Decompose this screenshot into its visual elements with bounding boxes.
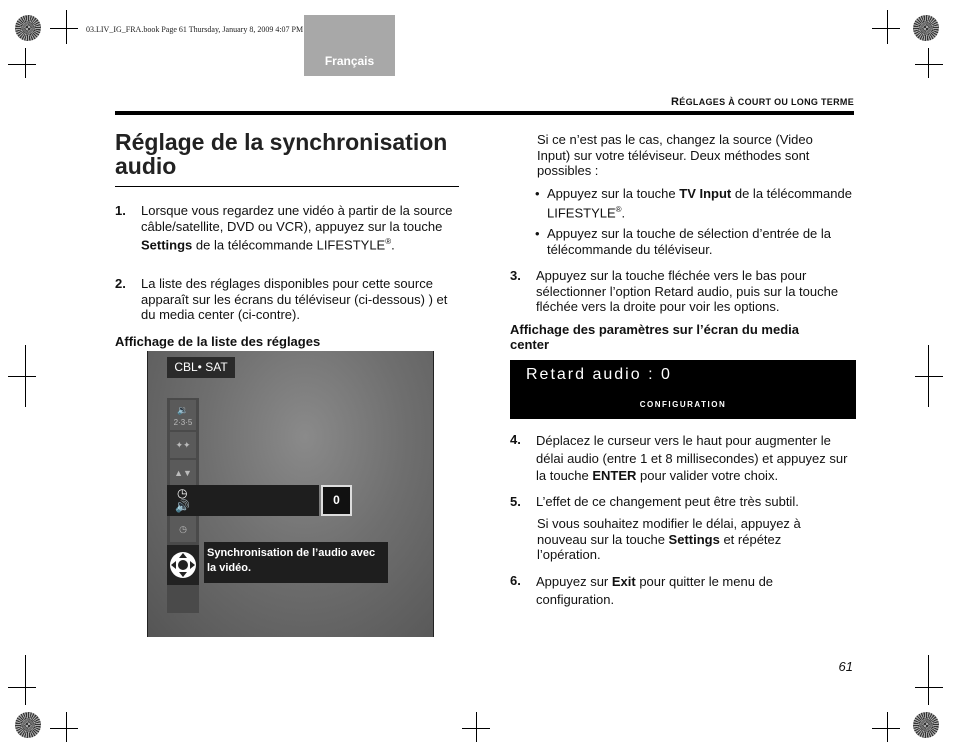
- crop-mark: [8, 687, 36, 688]
- crop-mark: [476, 712, 477, 742]
- crop-mark: [25, 345, 26, 407]
- crop-mark: [887, 10, 888, 44]
- speaker-channels-icon: 🔉 2·3·5: [170, 400, 196, 430]
- speaker-icon: 🔊: [175, 499, 190, 513]
- file-info-line: 03.LIV_IG_FRA.book Page 61 Thursday, January 8, 2009 4:07 PM: [86, 25, 304, 34]
- registration-disc-top-left: [15, 15, 41, 41]
- media-center-line-2: CONFIGURATION: [639, 400, 727, 409]
- audio-delay-value: 0: [321, 485, 352, 516]
- page-title: Réglage de la synchronisation audio: [115, 129, 448, 179]
- source-label: CBL• SAT: [167, 357, 235, 378]
- crop-mark: [928, 345, 929, 407]
- crop-mark: [872, 728, 900, 729]
- bullet-marker: •: [535, 226, 540, 241]
- crop-mark: [50, 28, 78, 29]
- step-number: 5.: [510, 494, 521, 509]
- intro-text: Si ce n’est pas le cas, changez la source (Video Input) sur votre téléviseur. Deux méthodes sont possibles :: [537, 132, 813, 178]
- step-number: 1.: [115, 203, 126, 218]
- bullet-marker: •: [535, 186, 540, 201]
- crop-mark: [887, 712, 888, 742]
- step-number: 4.: [510, 432, 521, 447]
- media-center-subheading: Affichage des paramètres sur l’écran du media center: [510, 322, 799, 352]
- bullet-1-text: Appuyez sur la touche TV Input de la télécommande LIFESTYLE®.: [547, 186, 852, 220]
- language-tab: [304, 15, 395, 76]
- registration-disc-top-right: [913, 15, 939, 41]
- timer-icon: ◷: [170, 516, 196, 542]
- section-title: RÉGLAGES À COURT OU LONG TERME: [671, 96, 854, 108]
- step-5-continued: Si vous souhaitez modifier le délai, appuyez à nouveau sur la touche Settings et répétez l’opération.: [537, 516, 801, 562]
- media-center-line-1: Retard audio : 0: [526, 366, 672, 383]
- step-3-text: Appuyez sur la touche fléchée vers le bas pour sélectionner l’option Retard audio, puis sur la touche fléchée vers la droite pour voir les options.: [536, 268, 839, 314]
- registration-disc-bottom-right: [913, 712, 939, 738]
- step-2-text: La liste des réglages disponibles pour cette source apparaît sur les écrans du téléviseur (ci-dessous) ) et du media center (ci-contre).: [141, 276, 448, 322]
- audio-delay-row: [167, 485, 319, 516]
- page-number: 61: [838, 659, 853, 674]
- sync-caption: Synchronisation de l’audio avec la vidéo.: [204, 542, 388, 583]
- step-6-text: Appuyez sur Exit pour quitter le menu de configuration.: [536, 574, 774, 607]
- step-4-text: Déplacez le curseur vers le haut pour augmenter le délai audio (entre 1 et 8 millisecondes) et appuyez sur la touche ENTER pour valider votre choix.: [536, 433, 848, 483]
- header-rule: [115, 111, 854, 115]
- step-number: 3.: [510, 268, 521, 283]
- crop-mark: [8, 64, 36, 65]
- crop-mark: [25, 48, 26, 78]
- step-number: 2.: [115, 276, 126, 291]
- crop-mark: [915, 376, 943, 377]
- tv-display-subheading: Affichage de la liste des réglages: [115, 334, 321, 349]
- crop-mark: [25, 655, 26, 705]
- crop-mark: [928, 48, 929, 78]
- step-number: 6.: [510, 573, 521, 588]
- step-1-text: Lorsque vous regardez une vidéo à partir de la source câble/satellite, DVD ou VCR), appuyez sur la touche Settings de la télécommande LIFESTYLE®.: [141, 203, 453, 253]
- crop-mark: [50, 728, 78, 729]
- crop-mark: [915, 687, 943, 688]
- media-center-display: [510, 360, 856, 419]
- crop-mark: [915, 64, 943, 65]
- clock-icon: ◷: [177, 486, 188, 500]
- crop-mark: [8, 376, 36, 377]
- registration-disc-bottom-left: [15, 712, 41, 738]
- crop-mark: [928, 655, 929, 705]
- navigation-pad-icon: [167, 545, 199, 585]
- language-tab-label: Français: [324, 54, 375, 68]
- surround-icon: ✦✦: [170, 432, 196, 458]
- crop-mark: [66, 712, 67, 742]
- picture-settings-icon: ▲▼: [170, 460, 196, 486]
- title-rule: [115, 186, 459, 187]
- crop-mark: [66, 10, 67, 44]
- crop-mark: [872, 28, 900, 29]
- bullet-2-text: Appuyez sur la touche de sélection d’entrée de la télécommande du téléviseur.: [547, 226, 832, 257]
- step-5-text: L’effet de ce changement peut être très subtil.: [536, 494, 799, 509]
